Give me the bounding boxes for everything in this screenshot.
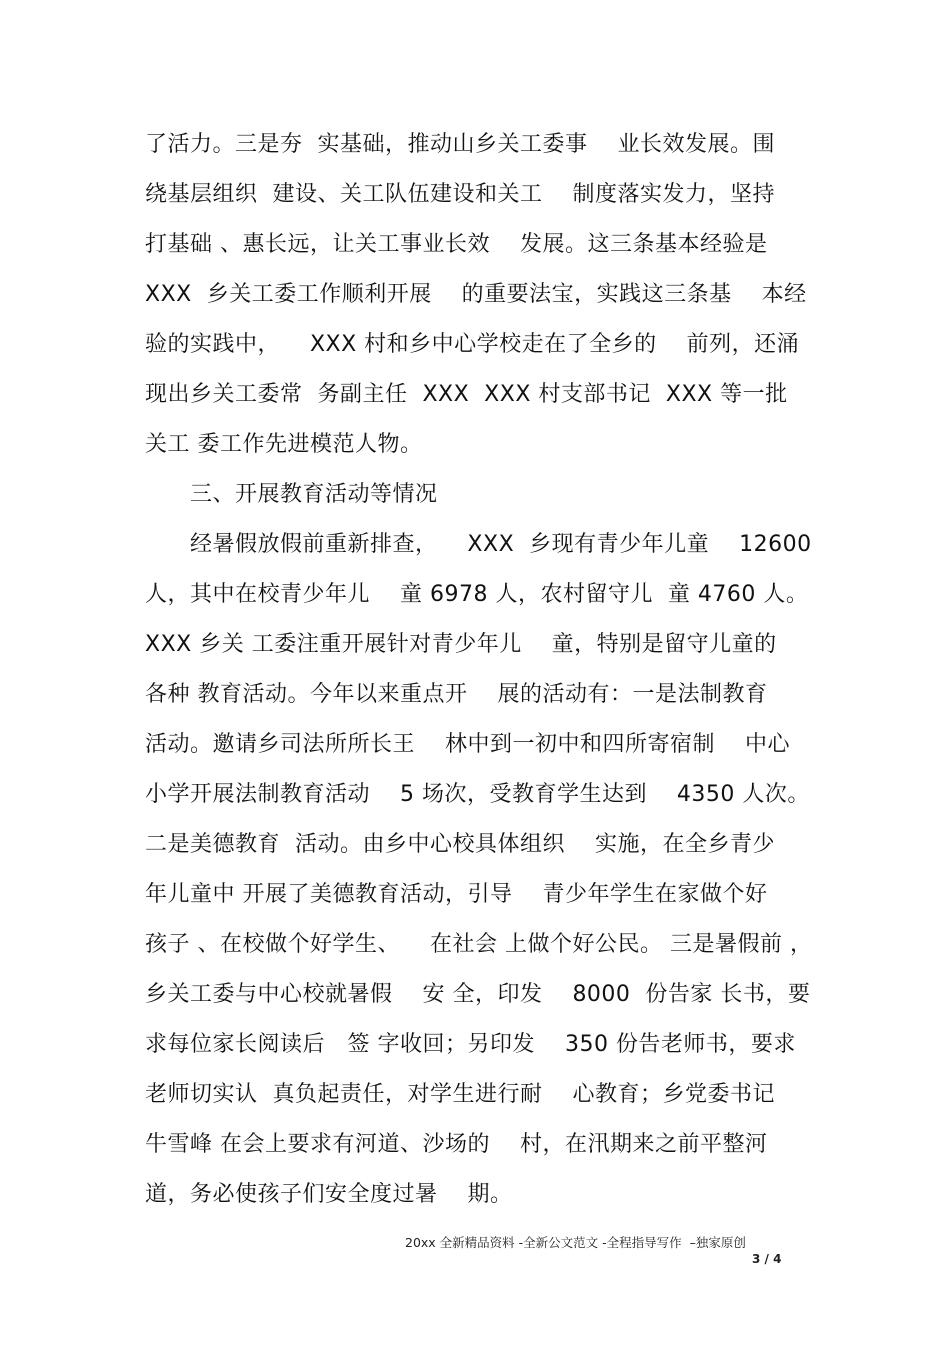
text-line: 老师切实认 真负起责任，对学生进行耐 心教育；乡党委书记 <box>145 1082 775 1107</box>
text-line: 年儿童中 开展了美德教育活动，引导 青少年学生在家做个好 <box>145 882 768 907</box>
text-line: 小学开展法制教育活动 5 场次，受教育学生达到 4350 人次。 <box>145 782 810 807</box>
text-line: 现出乡关工委常 务副主任 XXX XXX 村支部书记 XXX 等一批 <box>145 382 788 407</box>
text-line: 经暑假放假前重新排查， XXX 乡现有青少年儿童 12600 <box>145 532 812 557</box>
body-text <box>145 120 815 1220</box>
text-line: XXX 乡关 工委注重开展针对青少年儿 童，特别是留守儿童的 <box>145 632 777 657</box>
text-line: 人，其中在校青少年儿 童 6978 人，农村留守儿 童 4760 人。 <box>145 582 809 607</box>
text-line: 绕基层组织 建设、关工队伍建设和关工 制度落实发力，坚持 <box>145 182 775 207</box>
text-line: 求每位家长阅读后 签 字收回；另印发 350 份告老师书，要求 <box>145 1032 796 1057</box>
footer-note: 20xx 全新精品资料 -全新公文范文 -全程指导写作 –独家原创 <box>405 1235 746 1250</box>
text-line: 孩子 、在校做个好学生、 在社会 上做个好公民。 三是暑假前 ， <box>145 932 813 957</box>
text-line: 验的实践中， XXX 村和乡中心学校走在了全乡的 前列，还涌 <box>145 332 800 357</box>
text-line: 打基础 、惠长远，让关工事业长效 发展。这三条基本经验是 <box>145 232 768 257</box>
text-line: XXX 乡关工委工作顺利开展 的重要法宝，实践这三条基 本经 <box>145 282 807 307</box>
page-number: 3 / 4 <box>752 1252 782 1266</box>
text-line: 牛雪峰 在会上要求有河道、沙场的 村，在汛期来之前平整河 <box>145 1132 768 1157</box>
text-line: 关工 委工作先进模范人物。 <box>145 432 423 457</box>
section-heading: 三、开展教育活动等情况 <box>145 482 438 507</box>
text-line: 道，务必使孩子们安全度过暑 期。 <box>145 1182 513 1207</box>
text-line: 二是美德教育 活动。由乡中心校具体组织 实施，在全乡青少 <box>145 832 775 857</box>
text-line: 乡关工委与中心校就暑假 安 全，印发 8000 份告家 长书，要 <box>145 982 811 1007</box>
text-line: 了活力。三是夯 实基础，推动山乡关工委事 业长效发展。围 <box>145 132 775 157</box>
text-line: 活动。邀请乡司法所所长王 林中到一初中和四所寄宿制 中心 <box>145 732 790 757</box>
text-line: 各种 教育活动。今年以来重点开 展的活动有：一是法制教育 <box>145 682 768 707</box>
